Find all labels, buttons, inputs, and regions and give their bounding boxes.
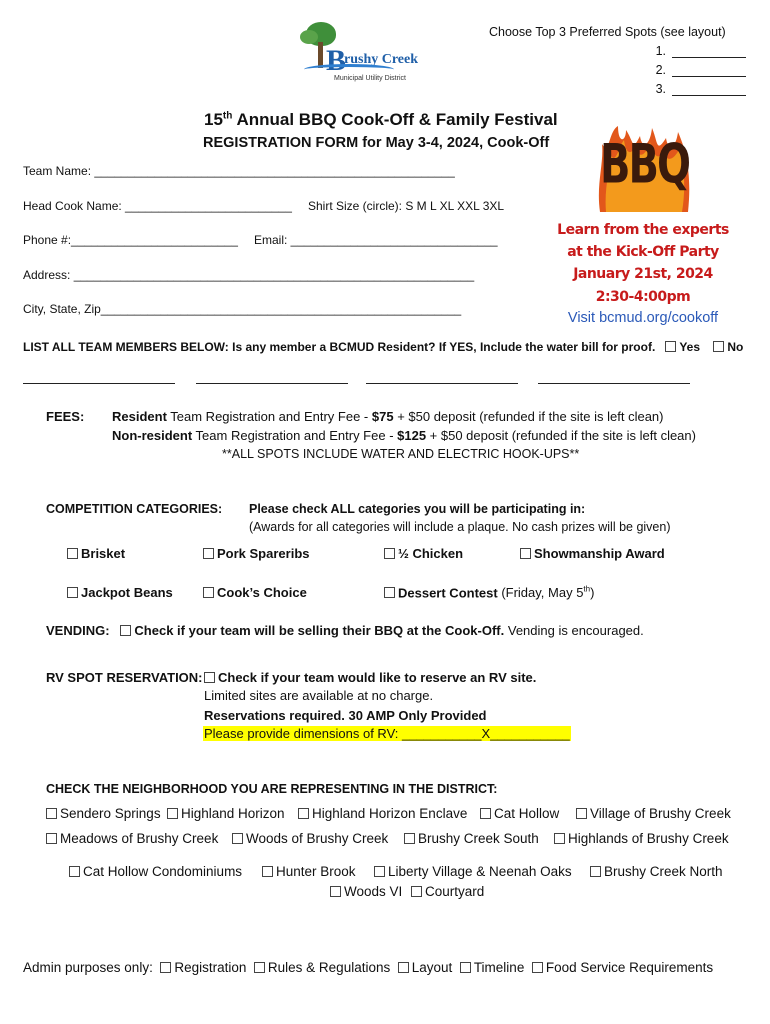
rv-dimensions-field[interactable]: Please provide dimensions of RV: ___________X___________ — [204, 726, 570, 741]
checkbox[interactable] — [460, 962, 471, 973]
vending-note: Vending is encouraged. — [504, 623, 644, 638]
category-label: Cook’s Choice — [217, 585, 307, 600]
checkbox[interactable] — [590, 866, 601, 877]
member-name-line[interactable] — [538, 382, 690, 384]
spot-number: 1. — [655, 44, 666, 58]
rv-checkbox[interactable] — [204, 672, 215, 683]
neighborhood-option[interactable] — [46, 831, 218, 846]
kickoff-time: 2:30-4:00pm — [595, 289, 691, 305]
visit-link[interactable]: Visit bcmud.org/cookoff — [567, 310, 719, 326]
category-label: Pork Spareribs — [217, 546, 310, 561]
spot-choice-2[interactable] — [656, 63, 746, 77]
neighborhood-label-text: Village of Brushy Creek — [590, 806, 731, 821]
neighborhood-label-text: Brushy Creek North — [604, 864, 723, 879]
neighborhood-option[interactable] — [411, 884, 484, 899]
neighborhood-label: CHECK THE NEIGHBORHOOD YOU ARE REPRESENTING IN THE DISTRICT: — [46, 782, 498, 796]
neighborhood-label-text: Brushy Creek South — [418, 831, 539, 846]
member-name-line[interactable] — [366, 382, 518, 384]
admin-item: Timeline — [473, 960, 525, 975]
no-label: No — [727, 340, 744, 354]
category-dessert-contest[interactable] — [384, 585, 594, 600]
vending-checkbox[interactable] — [120, 625, 131, 636]
nonresident-fee — [112, 428, 696, 443]
fees-label: FEES: — [46, 409, 85, 424]
category-label: Dessert Contest — [398, 585, 498, 601]
neighborhood-label-text: Sendero Springs — [60, 806, 161, 821]
neighborhood-label-text: Cat Hollow Condominiums — [83, 864, 243, 879]
kickoff-date: January 21st, 2024 — [573, 266, 713, 282]
yes-label: Yes — [679, 340, 701, 354]
neighborhood-label-text: Meadows of Brushy Creek — [60, 831, 219, 846]
members-question — [23, 340, 743, 354]
neighborhood-label-text: Highland Horizon Enclave — [312, 806, 468, 821]
vending-check-text: Check if your team will be selling their BBQ at the Cook-Off. — [134, 623, 505, 638]
address-field[interactable]: Address: ____________________________________________________________ — [23, 268, 475, 282]
shirt-size-field[interactable]: Shirt Size (circle): S M L XL XXL 3XL — [308, 199, 505, 213]
checkbox[interactable] — [576, 808, 587, 819]
neighborhood-option[interactable] — [480, 806, 559, 821]
spot-line — [672, 95, 746, 96]
members-question-text: LIST ALL TEAM MEMBERS BELOW: Is any member a BCMUD Resident? If YES, Include the water bill for proof. — [23, 340, 656, 354]
dessert-note — [498, 585, 595, 600]
rv-required: Reservations required. 30 AMP Only Provided — [204, 708, 487, 723]
title-text: Annual BBQ Cook-Off & Family Festival — [232, 110, 558, 129]
neighborhood-label-text: Highland Horizon — [181, 806, 285, 821]
nonresident-label: Non-resident — [112, 428, 193, 443]
spot-number: 3. — [655, 82, 666, 96]
checkbox[interactable] — [203, 587, 214, 598]
neighborhood-option[interactable] — [554, 831, 729, 846]
logo-subtitle: Municipal Utility District — [334, 75, 406, 82]
category-showmanship[interactable] — [520, 546, 665, 561]
brushy-creek-logo — [300, 20, 418, 86]
member-name-line[interactable] — [196, 382, 348, 384]
neighborhood-label-text: Woods of Brushy Creek — [246, 831, 389, 846]
category-label: ½ Chicken — [398, 546, 464, 561]
category-cooks-choice[interactable] — [203, 585, 307, 600]
competition-note: (Awards for all categories will include a plaque. No cash prizes will be given) — [249, 520, 671, 534]
tree-foliage — [300, 30, 318, 44]
checkbox[interactable] — [532, 962, 543, 973]
kickoff-line-1: Learn from the experts — [557, 222, 729, 238]
checkbox[interactable] — [167, 808, 178, 819]
admin-item: Food Service Requirements — [545, 960, 714, 975]
admin-row — [23, 960, 713, 975]
logo-initial: B — [326, 44, 347, 77]
neighborhood-label-text: Hunter Brook — [276, 864, 356, 879]
checkbox[interactable] — [374, 866, 385, 877]
page-subtitle: REGISTRATION FORM for May 3-4, 2024, Cook-Off — [203, 135, 550, 151]
vending-row — [46, 623, 644, 638]
neighborhood-label-text: Liberty Village & Neenah Oaks — [388, 864, 572, 879]
admin-label: Admin purposes only: — [23, 960, 153, 975]
checkbox[interactable] — [520, 548, 531, 559]
title-number: 15 — [204, 110, 223, 129]
neighborhood-option[interactable] — [232, 831, 388, 846]
email-field[interactable]: Email: _______________________________ — [254, 233, 498, 247]
resident-fee — [112, 409, 664, 424]
fee-amount: $75 — [371, 409, 394, 424]
water-wave-icon — [304, 64, 394, 75]
neighborhood-option[interactable] — [330, 884, 402, 899]
checkbox[interactable] — [262, 866, 273, 877]
spot-line — [672, 76, 746, 77]
no-checkbox[interactable] — [713, 341, 724, 352]
team-name-field[interactable]: Team Name: ______________________________________________________ — [23, 164, 455, 178]
checkbox[interactable] — [203, 548, 214, 559]
checkbox[interactable] — [67, 587, 78, 598]
city-state-zip-field[interactable]: City, State, Zip______________________________________________________ — [23, 302, 462, 316]
category-jackpot-beans[interactable] — [67, 585, 173, 600]
category-label: Showmanship Award — [534, 546, 665, 561]
checkbox[interactable] — [67, 548, 78, 559]
vending-label: VENDING: — [46, 623, 110, 638]
resident-label: Resident — [112, 409, 167, 424]
spot-line — [672, 57, 746, 58]
fee-text: Team Registration and Entry Fee - — [166, 409, 372, 424]
checkbox[interactable] — [254, 962, 265, 973]
spot-number: 2. — [655, 63, 666, 77]
fee-deposit: + $50 deposit (refunded if the site is left clean) — [393, 409, 664, 424]
admin-item: Rules & Regulations — [267, 960, 391, 975]
neighborhood-option[interactable] — [167, 806, 285, 821]
admin-item: Layout — [411, 960, 453, 975]
page-title — [204, 110, 558, 130]
neighborhood-label-text: Courtyard — [425, 884, 485, 899]
rv-check-text: Check if your team would like to reserve an RV site. — [218, 670, 537, 685]
checkbox[interactable] — [480, 808, 491, 819]
neighborhood-label-text: Woods VI — [344, 884, 403, 899]
checkbox[interactable] — [411, 886, 422, 897]
checkbox[interactable] — [46, 833, 57, 844]
neighborhood-option[interactable] — [374, 864, 572, 879]
neighborhood-label-text: Highlands of Brushy Creek — [568, 831, 729, 846]
category-label: Brisket — [81, 546, 126, 561]
checkbox[interactable] — [330, 886, 341, 897]
rv-label: RV SPOT RESERVATION: — [46, 670, 203, 685]
dessert-note-text: (Friday, May 5 — [497, 585, 584, 601]
neighborhood-option[interactable] — [576, 806, 731, 821]
checkbox[interactable] — [404, 833, 415, 844]
category-half-chicken[interactable] — [384, 546, 463, 561]
neighborhood-option[interactable] — [298, 806, 467, 821]
bbq-text: BBQ — [600, 133, 689, 197]
dessert-note-sup: th — [583, 585, 591, 594]
checkbox[interactable] — [398, 962, 409, 973]
checkbox[interactable] — [298, 808, 309, 819]
neighborhood-option[interactable] — [69, 864, 242, 879]
bbq-flames-graphic — [596, 124, 692, 214]
checkbox[interactable] — [384, 587, 395, 598]
neighborhood-option[interactable] — [590, 864, 723, 879]
fee-text: Team Registration and Entry Fee - — [192, 428, 398, 443]
neighborhood-label-text: Cat Hollow — [494, 806, 560, 821]
member-name-line[interactable] — [23, 382, 175, 384]
neighborhood-option[interactable] — [46, 806, 161, 821]
checkbox[interactable] — [69, 866, 80, 877]
phone-field[interactable]: Phone #:_________________________ — [23, 233, 238, 247]
neighborhood-option[interactable] — [262, 864, 356, 879]
category-pork-spareribs[interactable] — [203, 546, 310, 561]
category-label: Jackpot Beans — [81, 585, 173, 600]
logo-name: rushy Creek — [344, 52, 419, 67]
title-sup: th — [222, 110, 233, 122]
admin-item: Registration — [174, 960, 247, 975]
competition-label: COMPETITION CATEGORIES: — [46, 502, 223, 516]
fee-deposit: + $50 deposit (refunded if the site is left clean) — [426, 428, 696, 443]
rv-limited: Limited sites are available at no charge. — [204, 688, 434, 703]
competition-instruction: Please check ALL categories you will be participating in: — [249, 502, 586, 516]
checkbox[interactable] — [384, 548, 395, 559]
checkbox[interactable] — [160, 962, 171, 973]
fee-amount: $125 — [397, 428, 427, 443]
head-cook-field[interactable]: Head Cook Name: _________________________ — [23, 199, 292, 213]
dessert-note-end: ) — [590, 585, 595, 601]
neighborhood-option[interactable] — [404, 831, 539, 846]
spots-title: Choose Top 3 Preferred Spots (see layout) — [489, 25, 726, 39]
rv-check-row — [204, 670, 536, 685]
fees-note: **ALL SPOTS INCLUDE WATER AND ELECTRIC HOOK-UPS** — [222, 447, 580, 461]
spot-choice-3[interactable] — [656, 82, 746, 96]
checkbox[interactable] — [46, 808, 57, 819]
checkbox[interactable] — [232, 833, 243, 844]
spot-choice-1[interactable] — [656, 44, 746, 58]
yes-checkbox[interactable] — [665, 341, 676, 352]
kickoff-line-2: at the Kick-Off Party — [567, 244, 719, 260]
category-brisket[interactable] — [67, 546, 125, 561]
checkbox[interactable] — [554, 833, 565, 844]
